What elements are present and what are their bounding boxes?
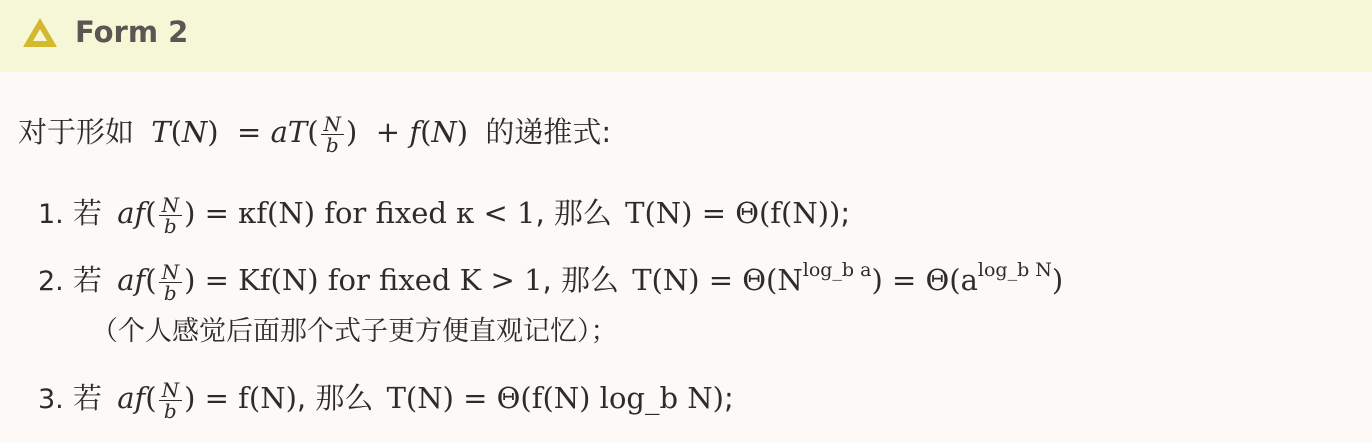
intro-text-before: 对于形如 xyxy=(18,115,135,149)
then-word: 那么 xyxy=(315,381,374,415)
list-item-2: 2. 若 af( $\frac{N}{b}$ ) = Kf(N) for fixed K > 1, 那么 $T(N) = \Theta(N^{log\_b a}) = \Theta(a^{log\_b N})$ xyxy=(38,259,1064,305)
list-item-number: 2. xyxy=(38,266,64,297)
list-item-number: 3. xyxy=(38,384,64,415)
result-text: $T(N) = \Theta(N^{log\_b a}) = \Theta(a^{log\_b N})$ xyxy=(632,259,1064,297)
condition-text: = κf(N) for fixed κ < 1 xyxy=(204,196,536,230)
intro-text-after: 的递推式: xyxy=(485,115,612,149)
admonition-header xyxy=(0,0,1372,72)
intro-line: 对于形如 T(N) = aT( $\frac{N}{b}$ ) + f(N) 的递推式: xyxy=(18,111,612,157)
then-word: 那么 xyxy=(553,196,612,230)
fraction-n-over-b: $\frac{N}{b}$ xyxy=(321,114,345,155)
if-word: 若 xyxy=(72,381,102,415)
admonition-title: Form 2 xyxy=(75,15,189,49)
condition-text: = f(N) xyxy=(204,381,297,415)
list-item-3: 3. 若 af( $\frac{N}{b}$ ) = f(N), 那么 T(N) = Θ(f(N) log_b N); xyxy=(38,377,734,423)
warning-triangle-icon xyxy=(22,17,58,48)
condition-text: = Kf(N) for fixed K > 1 xyxy=(204,263,543,297)
personal-note: （个人感觉后面那个式子更方便直观记忆）； xyxy=(91,316,618,347)
result-text: T(N) = Θ(f(N)) xyxy=(625,196,841,230)
list-item-number: 1. xyxy=(38,199,64,230)
if-word: 若 xyxy=(72,263,102,297)
if-word: 若 xyxy=(72,196,102,230)
result-text: T(N) = Θ(f(N) log_b N) xyxy=(386,381,724,415)
list-item-1: 1. 若 af( $\frac{N}{b}$ ) = κf(N) for fixed κ < 1, 那么 T(N) = Θ(f(N)); xyxy=(38,192,851,238)
then-word: 那么 xyxy=(560,263,619,297)
